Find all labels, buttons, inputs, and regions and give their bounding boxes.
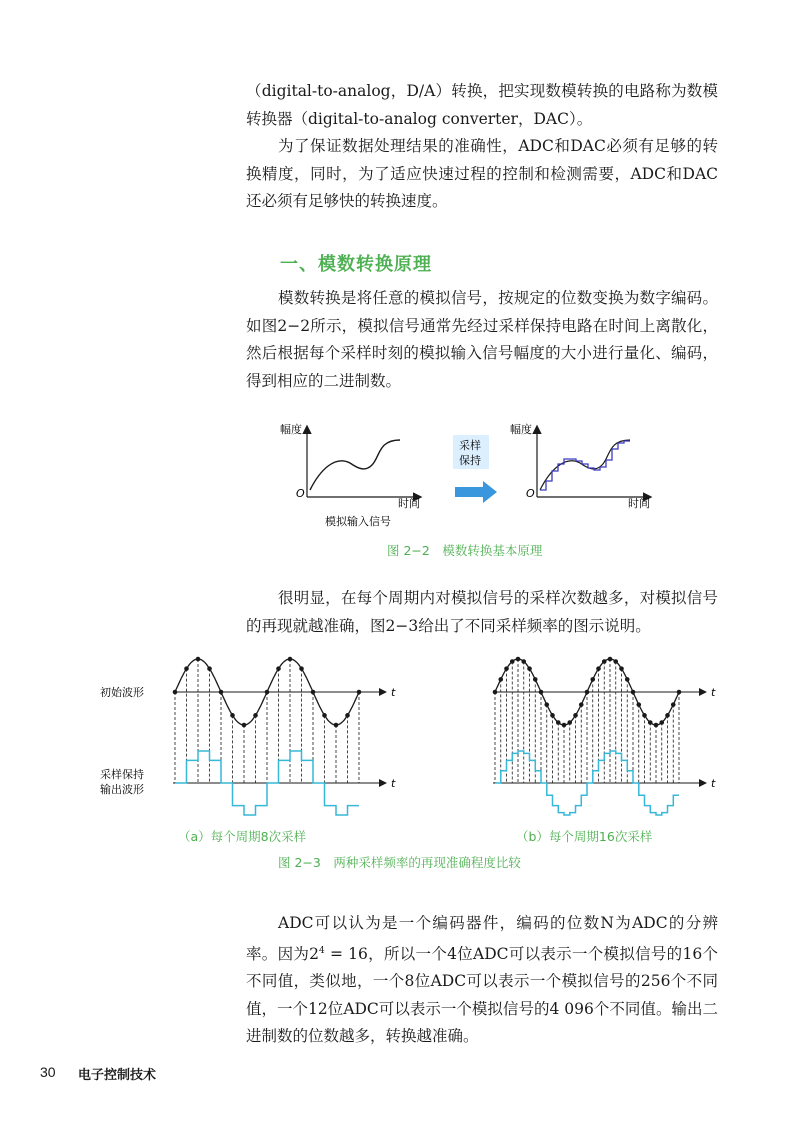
sample-dot (516, 657, 521, 662)
sample-dot (299, 666, 304, 671)
sample-dot (636, 702, 641, 707)
sample-dot (521, 659, 526, 664)
sample-dot (613, 659, 618, 664)
y-axis-label-right: 幅度 (510, 423, 532, 436)
sample-dot (510, 659, 515, 664)
sample-dot (539, 690, 544, 695)
y-axis-label-left: 幅度 (280, 423, 302, 436)
origin-label-left: O (296, 487, 305, 500)
label-output-line1: 采样保持 (100, 768, 144, 781)
sample-dot (579, 702, 584, 707)
analog-curve-sampled (540, 440, 630, 490)
sample-dot (596, 666, 601, 671)
sample-dot (493, 690, 498, 695)
x-axis-label-left: 时间 (398, 497, 420, 510)
sample-dot (345, 713, 350, 718)
sample-dot (619, 666, 624, 671)
sample-dot (265, 690, 270, 695)
sample-dot (276, 666, 281, 671)
subcaption-a: （a）每个周期8次采样 (178, 829, 307, 844)
paragraph-sampling-frequency: 很明显，在每个周期内对模拟信号的采样次数越多，对模拟信号的再现就越准确，图2−3给出了不同采样频率的图示说明。 (246, 589, 718, 635)
sample-dot (590, 677, 595, 682)
sample-dot (573, 713, 578, 718)
sample-dot (527, 666, 532, 671)
sample-dot (659, 720, 664, 725)
sample-dot (642, 713, 647, 718)
sample-dot (230, 713, 235, 718)
sample-dot (671, 702, 676, 707)
t-label-a-top: t (391, 686, 396, 699)
sample-dot (253, 713, 258, 718)
right-arrow-icon (455, 481, 497, 503)
sample-dot (654, 723, 659, 728)
paragraph-accuracy-speed: 为了保证数据处理结果的准确性，ADC和DAC必须有足够的转换精度，同时，为了适应快速过程的控制和检测需要，ADC和DAC还必须有足够快的转换速度。 (246, 137, 718, 210)
t-label-b-top: t (711, 686, 716, 699)
book-title: 电子控制技术 (78, 1068, 157, 1083)
panel-a-sampling-8 (173, 657, 362, 815)
t-label-a-bottom: t (391, 777, 396, 790)
label-output-line2: 输出波形 (100, 783, 144, 796)
figure-2-3 (95, 648, 735, 838)
analog-curve (310, 440, 400, 490)
sample-dot (311, 690, 316, 695)
sample-dot (288, 657, 293, 662)
input-signal-label: 模拟输入信号 (325, 515, 391, 528)
sample-hold-line1: 采样 (459, 439, 481, 452)
sample-dot (556, 720, 561, 725)
figure-2-3-caption: 图 2−3 两种采样频率的再现准确程度比较 (278, 855, 521, 870)
sample-dot (196, 657, 201, 662)
page-number: 30 (40, 1064, 56, 1080)
label-initial-waveform: 初始波形 (100, 686, 144, 699)
sample-dot (648, 720, 653, 725)
sample-dot (677, 690, 682, 695)
sample-dot (608, 657, 613, 662)
panel-b-sampling-16 (493, 657, 682, 815)
sample-dot (562, 723, 567, 728)
sample-dot (533, 677, 538, 682)
sample-dot (242, 723, 247, 728)
sample-dot (357, 690, 362, 695)
sample-dot (585, 690, 590, 695)
section-title: 一、模数转换原理 (280, 254, 432, 275)
sample-dot (334, 723, 339, 728)
subcaption-b: （b）每个周期16次采样 (516, 829, 653, 844)
paragraph-resolution (246, 910, 718, 1051)
origin-label-right: O (526, 487, 535, 500)
sample-dot (602, 659, 607, 664)
paragraph-adc-principle: 模数转换是将任意的模拟信号，按规定的位数变换为数字编码。如图2−2所示，模拟信号通常先经过采样保持电路在时间上离散化，然后根据每个采样时刻的模拟输入信号幅度的大小进行量化、编码，得到相应的二进制数。 (246, 289, 718, 390)
sample-dot (544, 702, 549, 707)
sample-hold-line2: 保持 (459, 454, 481, 467)
exponent: 4 (319, 945, 325, 956)
sample-dot (567, 720, 572, 725)
sample-dot (665, 713, 670, 718)
x-axis-label-right: 时间 (628, 497, 650, 510)
sample-dot (498, 677, 503, 682)
sample-dot (631, 690, 636, 695)
paragraph-dac-definition: （digital-to-analog，D/A）转换，把实现数模转换的电路称为数模转换器（digital-to-analog converter，DAC）。 (246, 82, 718, 128)
resolution-text-part2: = 16，所以一个4位ADC可以表示一个模拟信号的16个不同值，类似地，一个8位ADC可以表示一个模拟信号的256个不同值，一个12位ADC可以表示一个模拟信号的4 096个不同值。输出二进制数的位数越多，转换越准确。 (246, 944, 718, 1046)
resolution-text-part1: ADC可以认为是一个编码器件，编码的位数N为ADC的分辨率。因为2 (246, 914, 718, 963)
sample-dot (184, 666, 189, 671)
figure-2-2-caption: 图 2−2 模数转换基本原理 (387, 543, 543, 558)
sample-dot (504, 666, 509, 671)
figure-2-2 (280, 415, 670, 535)
sample-dot (322, 713, 327, 718)
t-label-b-bottom: t (711, 777, 716, 790)
sample-dot (207, 666, 212, 671)
sample-dot (550, 713, 555, 718)
sample-dot (219, 690, 224, 695)
sample-dot (625, 677, 630, 682)
sample-dot (173, 690, 178, 695)
